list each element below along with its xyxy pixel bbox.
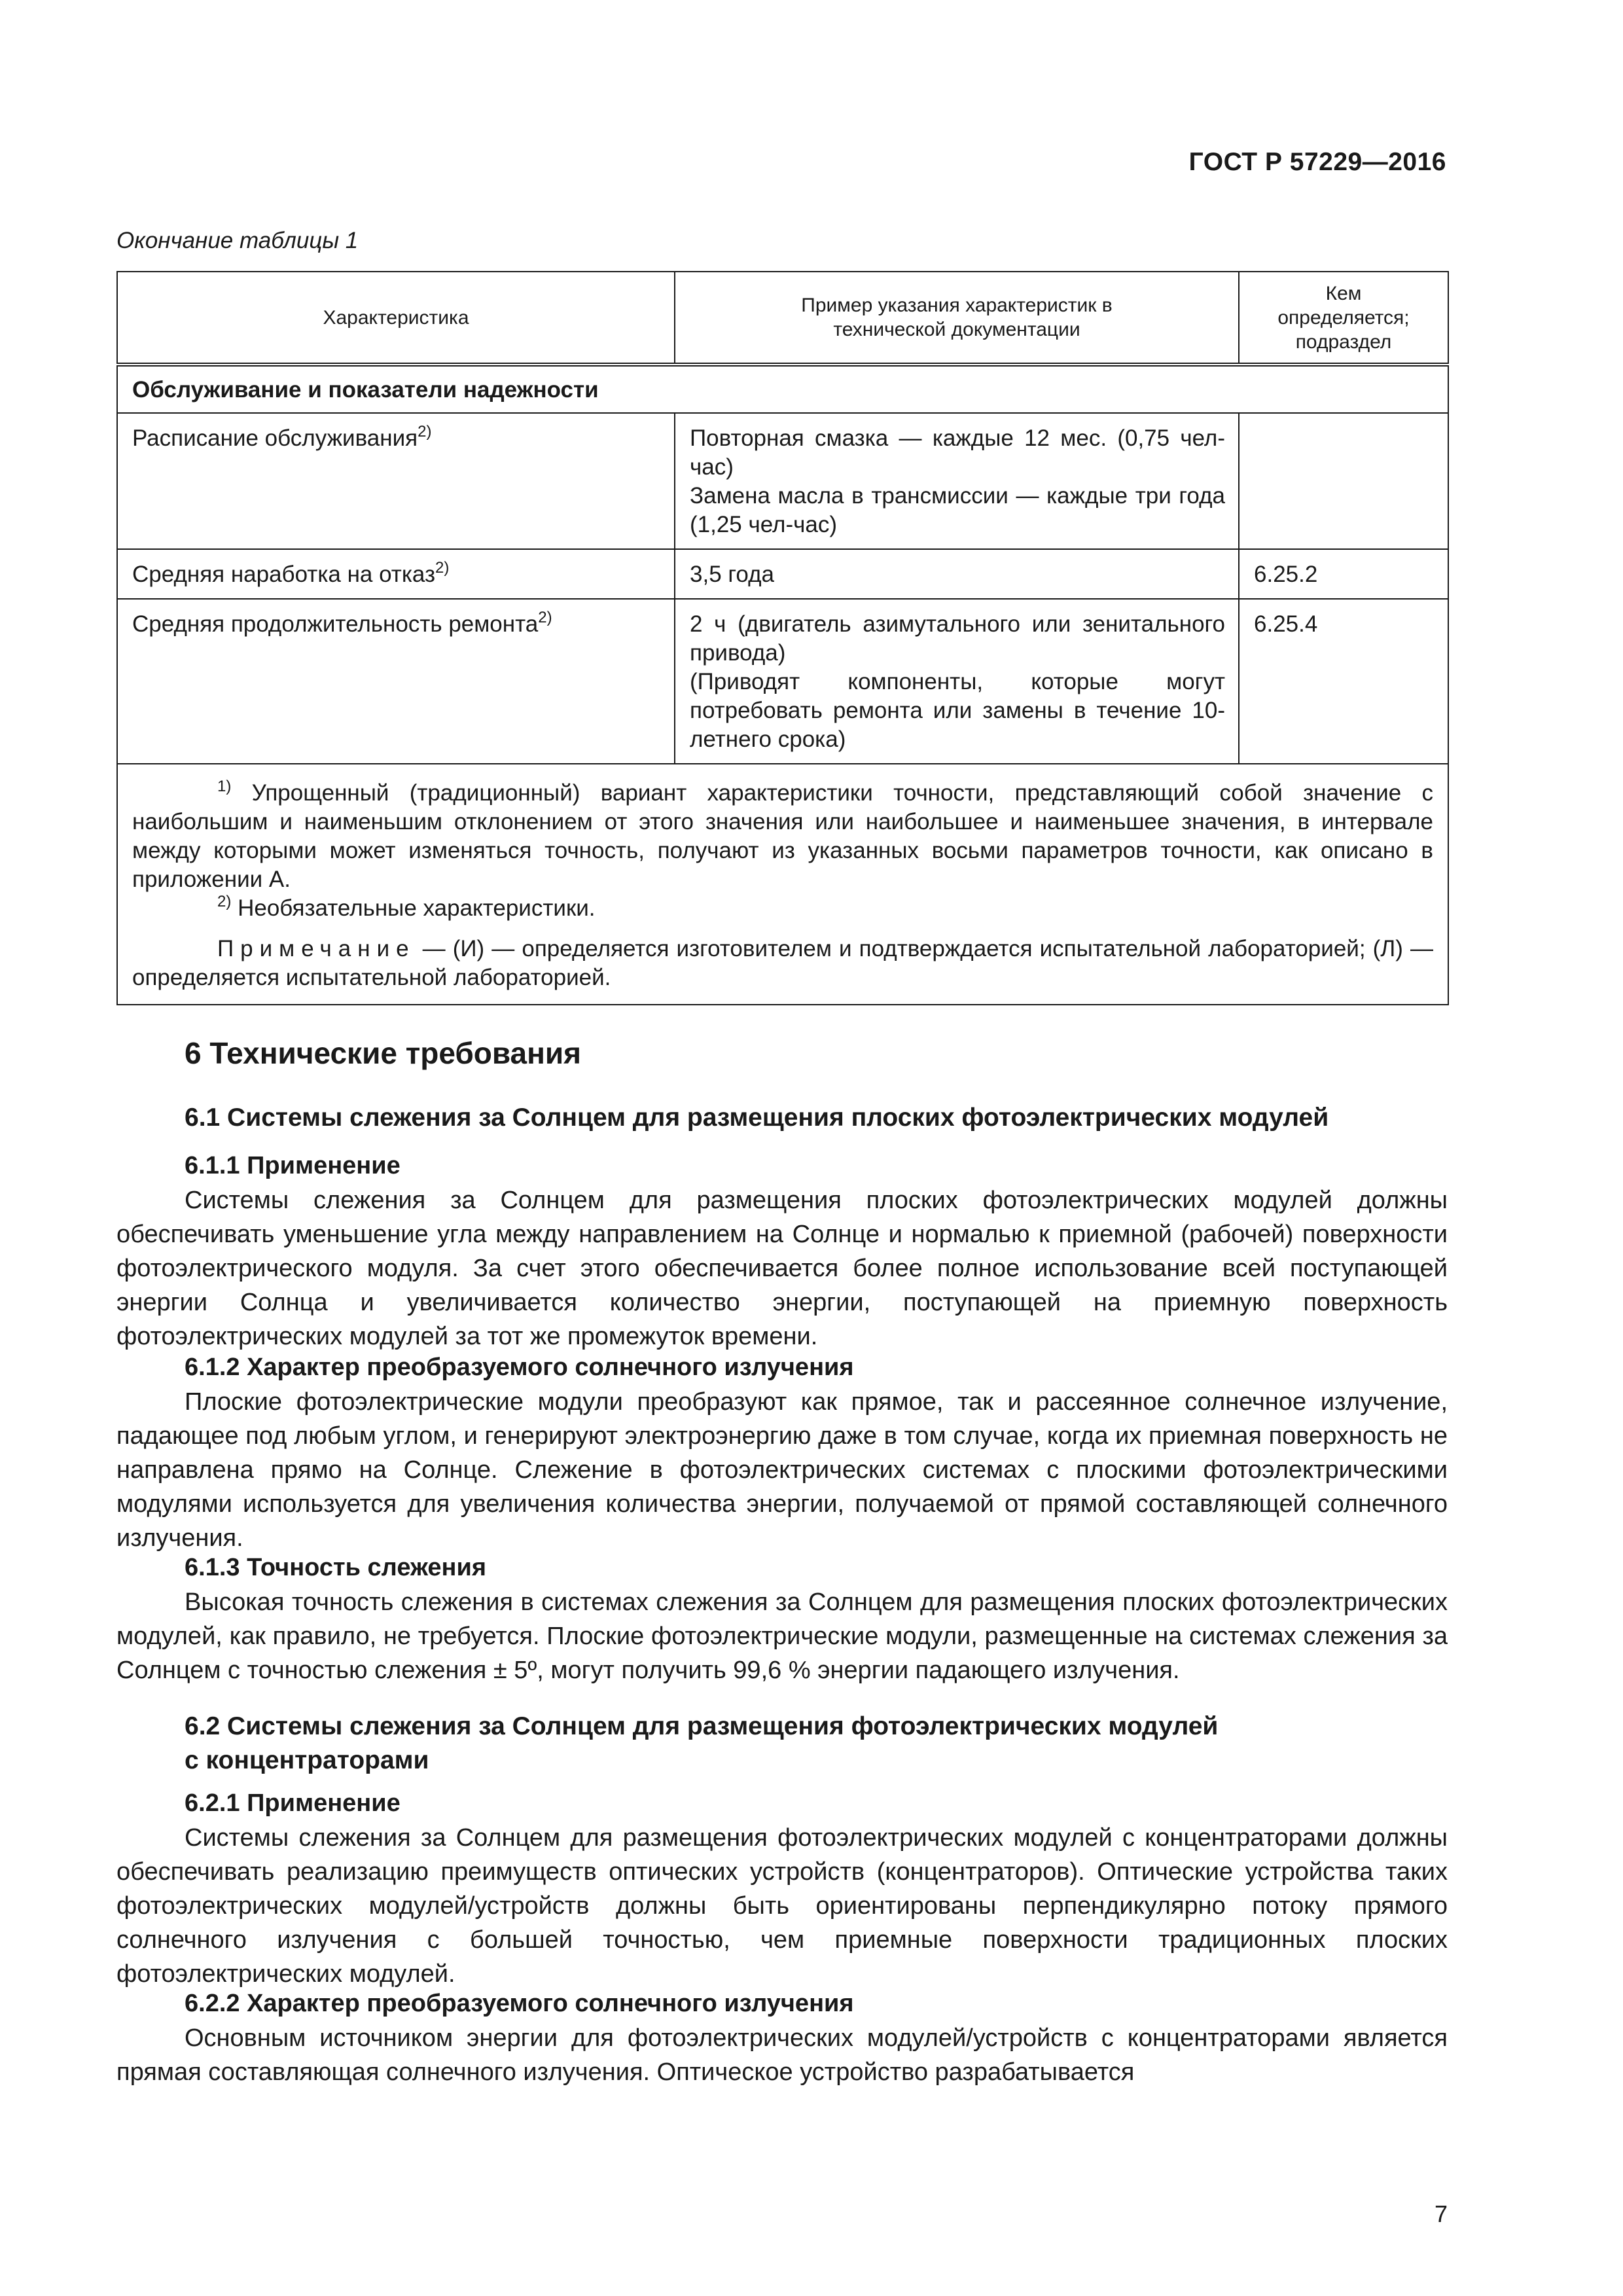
cell-characteristic: Средняя наработка на отказ$^{2)}$ — [117, 549, 675, 599]
table-notes — [117, 764, 1448, 1005]
table-note — [132, 935, 1433, 992]
cell-ref: 6.25.2 — [1239, 549, 1448, 599]
cell-example: 3,5 года — [675, 549, 1239, 599]
paragraph-6-1-2: Плоские фотоэлектрические модули преобразуют как прямое, так и рассеянное солнечное излучение, падающее под любым углом, и генерируют электроэнергию даже в том случае, когда их приемная поверхность не направлена прямо на Солнце. Слежение в фотоэлектрических системах с плоскими фотоэлектрическими модулями используется для увеличения количества энергии, получаемой от прямой составляющей солнечного излучения. — [116, 1388, 1448, 1552]
document-id: ГОСТ Р 57229—2016 — [1188, 148, 1446, 176]
paragraph-6-1-1: Системы слежения за Солнцем для размещения плоских фотоэлектрических модулей должны обеспечивать уменьшение угла между направлением на Солнце и нормалью к приемной (рабочей) поверхности фотоэлектрического модуля. За счет этого обеспечивается более полное использование всей поступающей энергии Солнца и увеличивается количество энергии, поступающей на приемную поверхность фотоэлектрических модулей за тот же промежуток времени. — [116, 1187, 1448, 1350]
table-row — [117, 413, 1448, 549]
heading-6-2-2: 6.2.2 Характер преобразуемого солнечного излучения — [185, 1990, 854, 2017]
table-continuation-label: Окончание таблицы 1 — [116, 228, 359, 253]
heading-6-1-2: 6.1.2 Характер преобразуемого солнечного излучения — [185, 1354, 854, 1381]
heading-6-1: 6.1 Системы слежения за Солнцем для размещения плоских фотоэлектрических модулей — [185, 1103, 1329, 1132]
cell-ref: 6.25.4 — [1239, 599, 1448, 764]
heading-6-2: 6.2 Системы слежения за Солнцем для размещения фотоэлектрических модулей с концентраторами — [185, 1712, 1219, 1774]
table-section-row — [117, 365, 1448, 413]
column-header-example: Пример указания характеристик в технической документации — [675, 272, 1239, 365]
note-label: Примечание — [217, 936, 416, 961]
heading-6-2-1: 6.2.1 Применение — [185, 1789, 401, 1817]
footnote-2: $^{2)}$ Необязательные характеристики. — [217, 893, 596, 921]
footnote-1: $^{1)}$ Упрощенный (традиционный) вариант характеристики точности, представляющий собой значение с наибольшим и наименьшим отклонением от этого значения или наибольшее и наименьшее значения, в интервале между которыми может изменяться точность, получают из указанных восьми параметров точности, как описано в приложении А. — [132, 778, 1433, 892]
section-title: Обслуживание и показатели надежности — [117, 365, 1448, 413]
paragraph-6-2-1: Системы слежения за Солнцем для размещения фотоэлектрических модулей с концентраторами должны обеспечивать реализацию преимуществ оптических устройств (концентраторов). Оптические устройства таких фотоэлектрических модулей/устройств должны быть ориентированы перпендикулярно потоку прямого солнечного излучения с большей точностью, чем приемные поверхности традиционных плоских фотоэлектрических модулей. — [116, 1824, 1448, 1988]
heading-6-1-1: 6.1.1 Применение — [185, 1152, 401, 1179]
table-header-row — [117, 272, 1448, 365]
table-notes-row — [117, 764, 1448, 1005]
characteristics-table — [116, 271, 1449, 1005]
paragraph-6-2-2: Основным источником энергии для фотоэлектрических модулей/устройств с концентраторами является прямая составляющая солнечного излучения. Оптическое устройство разрабатывается — [116, 2024, 1448, 2086]
table-row — [117, 599, 1448, 764]
page-number: 7 — [1434, 2200, 1448, 2227]
table-row — [117, 549, 1448, 599]
cell-ref — [1239, 413, 1448, 549]
cell-characteristic: Средняя продолжительность ремонта$^{2)}$ — [117, 599, 675, 764]
paragraph-6-1-3: Высокая точность слежения в системах слежения за Солнцем для размещения плоских фотоэлектрических модулей, как правило, не требуется. Плоские фотоэлектрические модули, размещенные на системах слежения за Солнцем с точностью слежения ± 5º, могут получить 99,6 % энергии падающего излучения. — [116, 1588, 1448, 1684]
column-header-responsible: Кем определяется; подраздел — [1239, 272, 1448, 365]
heading-section-6: 6 Технические требования — [185, 1036, 581, 1070]
column-header-characteristic: Характеристика — [117, 272, 675, 365]
heading-6-1-3: 6.1.3 Точность слежения — [185, 1554, 487, 1581]
cell-characteristic: Расписание обслуживания$^{2)}$ — [117, 413, 675, 549]
cell-example: 2 ч (двигатель азимутального или зенитального привода) (Приводят компоненты, которые могут потребовать ремонта или замены в течение 10-летнего срока) — [675, 599, 1239, 764]
note-text: — (И) — определяется изготовителем и подтверждается испытательной лабораторией; (Л) — определяется испытательной лабораторией. — [132, 936, 1433, 990]
cell-example: Повторная смазка — каждые 12 мес. (0,75 чел-час) Замена масла в трансмиссии — каждые три года (1,25 чел-час) — [675, 413, 1239, 549]
